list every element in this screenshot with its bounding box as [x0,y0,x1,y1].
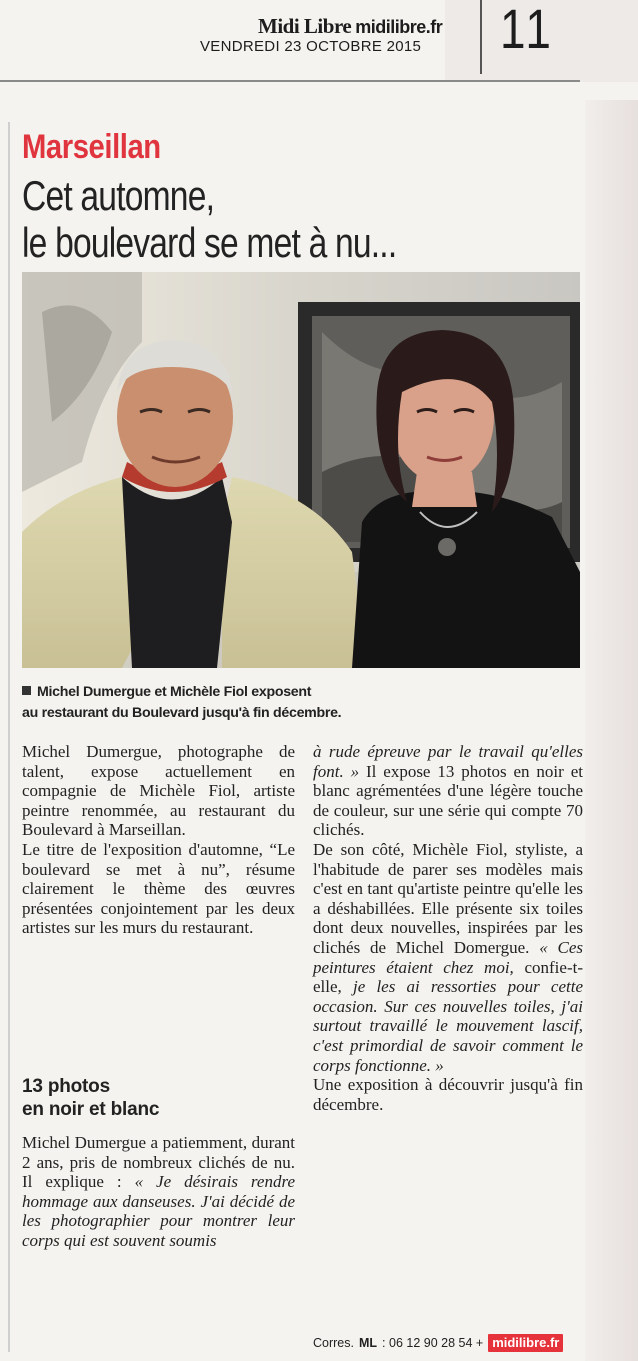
paragraph-text: Il expose 13 photos en noir et blanc agrémentées d'une légère touche de couleur, sur une série qui compte 70 clichés. [313,761,583,840]
article-column-right [313,742,583,1114]
brand-site: midilibre.fr [355,17,443,37]
article-frame [8,122,10,1352]
correspondent-credit [313,1334,563,1352]
headline-line: Cet automne, [22,172,215,219]
paragraph [22,1133,295,1251]
masthead-brand [258,14,442,39]
site-badge: midilibre.fr [488,1334,563,1352]
paragraph: Le titre de l'exposition d'automne, “Le boulevard se met à nu”, résume clairement le thème des œuvres présentées conjointement par les deux artistes sur les murs du restaurant. [22,839,295,938]
corres-phone: : 06 12 90 28 54 + [382,1336,484,1350]
corres-label: Corres. [313,1336,354,1350]
article-subhead [22,1075,159,1121]
quote-text: je les ai ressorties pour cette occasion. Sur ces nouvelles toiles, j'ai surtout travaillé le mouvement lascif, c'est primordial de savoir comment le corps fonctionne. » [313,977,583,1075]
paragraph-text: De son côté, Michèle Fiol, styliste, a l'habitude de parer ses modèles mais c'est en tant qu'artiste peintre qu'elle les a déshabillées. Elle présente six toiles dont deux nouvelles, inspirées par les clichés de Michel Domergue. [313,839,583,957]
caption-bullet-icon [22,686,31,695]
article-kicker: Marseillan [22,128,161,166]
masthead [0,0,638,84]
caption-line: au restaurant du Boulevard jusqu'à fin décembre. [22,705,342,721]
caption-line [22,682,341,703]
paragraph: Une exposition à découvrir jusqu'à fin décembre. [313,1075,583,1114]
adjacent-page-bleed-right [585,100,638,1361]
masthead-rule [0,80,580,82]
paragraph: Michel Dumergue, photographe de talent, expose actuellement en compagnie de Michèle Fiol, artiste peintre renommée, au restaurant du Boulevard à Marseillan. [22,742,295,840]
paragraph [313,742,583,840]
corres-initials: ML [358,1336,378,1350]
headline-line: le boulevard se met à nu... [22,219,397,266]
masthead-divider [480,0,482,74]
photo-caption [22,682,341,724]
subhead-line: en noir et blanc [22,1099,160,1120]
brand-name: Midi Libre [258,14,352,38]
quote-text: « Ces peintures étaient chez moi, [313,937,583,977]
paragraph [313,840,583,1075]
quote-text: « Je désirais rendre hommage aux danseuses. J'ai décidé de les photographier pour montrer leur corps qui est souvent soumis [22,1172,295,1250]
quote-text: à rude épreuve par le travail qu'elles font. » [313,742,583,781]
article-column-left-lower [22,1133,295,1251]
article-headline [22,172,396,266]
photo-illustration [22,272,580,668]
article-column-left [22,742,295,938]
paragraph-text: Michel Dumergue a patiemment, durant 2 ans, pris de nombreux clichés de nu. Il explique : [22,1133,295,1192]
issue-date: VENDREDI 23 OCTOBRE 2015 [200,38,422,55]
paragraph-text: confie-t-elle, [313,957,583,997]
page-number: 11 [500,0,555,60]
subhead-line: 13 photos [22,1076,110,1097]
caption-text: Michel Dumergue et Michèle Fiol exposent [37,684,312,700]
article-photo [22,272,580,668]
